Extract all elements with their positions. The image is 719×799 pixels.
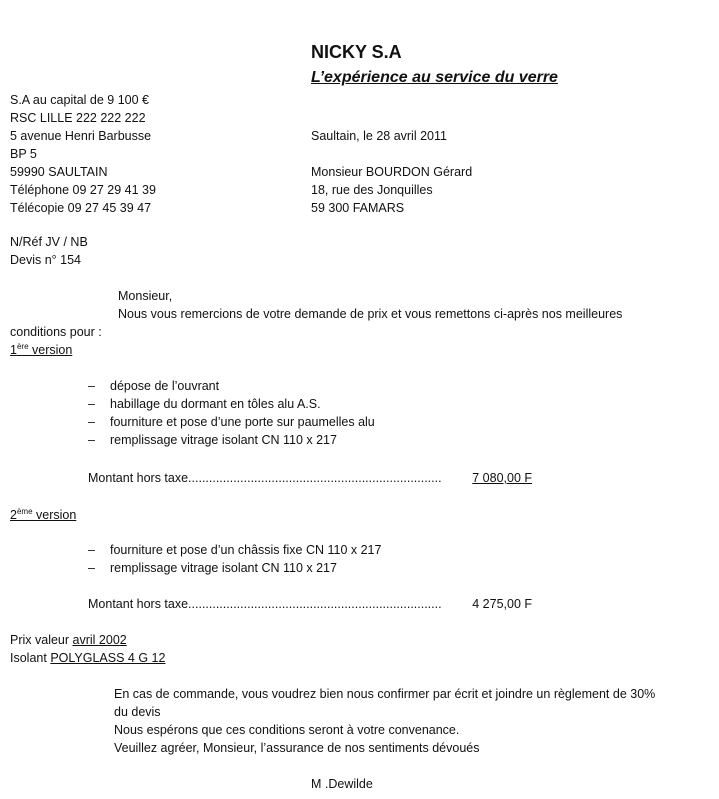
salutation: Monsieur,	[118, 289, 173, 303]
item-text: dépose de l’ouvrant	[110, 379, 220, 393]
amount-value: 7 080,00 F	[472, 471, 532, 485]
insulation-value: POLYGLASS 4 G 12	[50, 651, 166, 665]
item-text: fourniture et pose d’une porte sur paumelles alu	[110, 415, 375, 429]
version-1-heading	[10, 341, 72, 359]
list-item	[88, 541, 382, 559]
closing-line: Nous espérons que ces conditions seront à votre convenance.	[114, 723, 460, 737]
version-number: 1	[10, 343, 17, 357]
closing-line: Veuillez agréer, Monsieur, l’assurance de nos sentiments dévoués	[114, 741, 480, 755]
version-suffix: ème	[16, 506, 33, 516]
price-validity	[10, 631, 127, 649]
sender-line: 59990 SAULTAIN	[10, 165, 108, 179]
sender-line: BP 5	[10, 147, 37, 161]
amount-value: 4 275,00 F	[472, 597, 532, 611]
item-text: habillage du dormant en tôles alu A.S.	[110, 397, 321, 411]
amount-line-2	[88, 595, 534, 613]
closing-line: du devis	[114, 705, 161, 719]
sender-line: S.A au capital de 9 100 €	[10, 93, 149, 107]
item-text: remplissage vitrage isolant CN 110 x 217	[110, 433, 337, 447]
insulation-label: Isolant	[10, 651, 51, 665]
list-item	[88, 559, 337, 577]
version-number: 2	[10, 508, 17, 522]
dash-bullet: –	[88, 397, 95, 411]
list-item	[88, 395, 321, 413]
sender-line: RSC LILLE 222 222 222	[10, 111, 146, 125]
dash-bullet: –	[88, 379, 95, 393]
recipient-line: Monsieur BOURDON Gérard	[311, 165, 473, 179]
version-suffix: ère	[16, 341, 29, 351]
quote-number: Devis n° 154	[10, 253, 82, 267]
price-date: avril 2002	[72, 633, 127, 647]
company-name: NICKY S.A	[311, 42, 402, 62]
list-item	[88, 431, 337, 449]
sender-line: Téléphone 09 27 29 41 39	[10, 183, 156, 197]
item-text: fourniture et pose d’un châssis fixe CN 110 x 217	[110, 543, 382, 557]
dash-bullet: –	[88, 415, 95, 429]
list-item	[88, 377, 220, 395]
list-item	[88, 413, 375, 431]
signature: M .Dewilde	[311, 777, 373, 791]
version-label: version	[28, 343, 73, 357]
letter-date: Saultain, le 28 avril 2011	[311, 129, 447, 143]
item-text: remplissage vitrage isolant CN 110 x 217	[110, 561, 337, 575]
dash-bullet: –	[88, 561, 95, 575]
reference: N/Réf JV / NB	[10, 235, 88, 249]
intro-text: Nous vous remercions de votre demande de prix et vous remettons ci-après nos meilleures	[118, 307, 623, 321]
amount-line-1	[88, 469, 534, 487]
company-tagline: L’expérience au service du verre	[311, 69, 558, 86]
version-label: version	[32, 508, 77, 522]
recipient-line: 18, rue des Jonquilles	[311, 183, 433, 197]
amount-label: Montant hors taxe.........................................................................	[88, 597, 442, 611]
closing-line: En cas de commande, vous voudrez bien nous confirmer par écrit et joindre un règlement de 30%	[114, 687, 656, 701]
intro-text: conditions pour :	[10, 325, 102, 339]
version-2-heading	[10, 506, 76, 524]
dash-bullet: –	[88, 543, 95, 557]
amount-label: Montant hors taxe.........................................................................	[88, 471, 442, 485]
dash-bullet: –	[88, 433, 95, 447]
insulation	[10, 649, 165, 667]
sender-line: Télécopie 09 27 45 39 47	[10, 201, 152, 215]
recipient-line: 59 300 FAMARS	[311, 201, 405, 215]
price-label: Prix valeur	[10, 633, 73, 647]
sender-line: 5 avenue Henri Barbusse	[10, 129, 152, 143]
